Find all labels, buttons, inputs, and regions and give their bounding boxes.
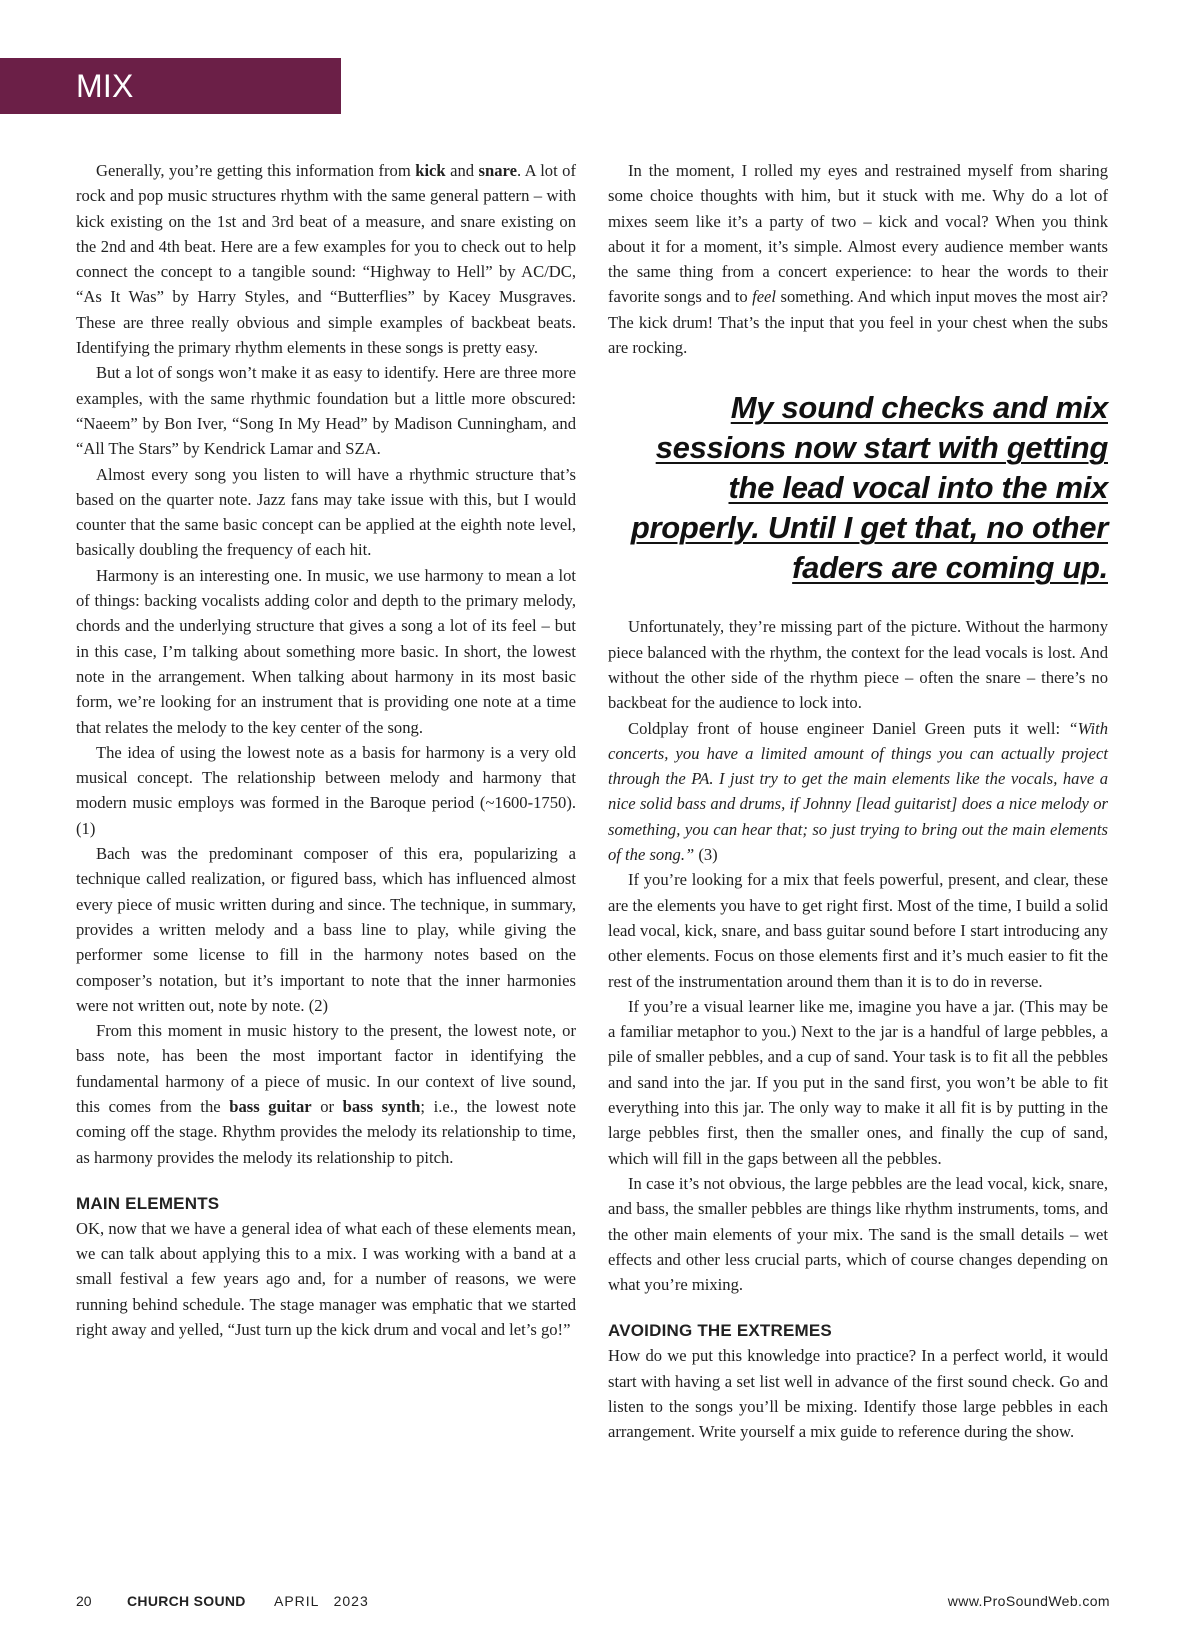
paragraph: In case it’s not obvious, the large pebbles are the lead vocal, kick, snare, and bass, the smaller pebbles are things like rhythm instruments, toms, and the other main elements of your mix. The sand is the small details – wet effects and other less crucial parts, which of course changes depending on what you’re mixing. [608,1173,1108,1295]
paragraph: OK, now that we have a general idea of what each of these elements mean, we can talk about applying this to a mix. I was working with a band at a small festival a few years ago and, for a number of reasons, we were running behind schedule. The stage manager was emphatic that we started right away and yelled, “Just turn up the kick drum and vocal and let’s go!” [76,1218,576,1340]
left-column [76,158,576,1342]
paragraph: Harmony is an interesting one. In music, we use harmony to mean a lot of things: backing vocalists adding color and depth to the primary melody, chords and the underlying structure that gives a song a lot of its feel – but in this case, I’m talking about something more basic. In short, the lowest note in the arrangement. When talking about harmony in its most basic form, we’re looking for an instrument that is providing one note at a time that relates the melody to the key center of the song. [76,565,576,737]
paragraph: If you’re looking for a mix that feels powerful, present, and clear, these are the elements you have to get right first. Most of the time, I build a solid lead vocal, kick, snare, and bass guitar sound before I start introducing any other elements. Focus on those elements first and it’s much easier to fit the rest of the instrumentation around them than it is to do in reverse. [608,870,1108,991]
paragraph: But a lot of songs won’t make it as easy to identify. Here are three more examples, with the same rhythmic foundation but a little more obscured: “Naeem” by Bon Iver, “Song In My Head” by Madison Cunningham, and “All The Stars” by Kendrick Lamar and SZA. [76,363,576,459]
paragraph: Almost every song you listen to will have a rhythmic structure that’s based on the quarter note. Jazz fans may take issue with this, but I would counter that the same basic concept can be applied at the eighth note level, basically doubling the frequency of each hit. [76,464,576,560]
pull-quote: My sound checks and mix sessions now start with getting the lead vocal into the mix properly. Until I get that, no other faders are coming up. [630,390,1108,586]
subheading-avoiding-extremes: AVOIDING THE EXTREMES [608,1321,832,1341]
paragraph: How do we put this knowledge into practice? In a perfect world, it would start with having a set list well in advance of the first sound check. Go and listen to the songs you’ll be mixing. Identify those large pebbles in each arrangement. Write yourself a mix guide to reference during the show. [608,1346,1108,1442]
paragraph: Coldplay front of house engineer Daniel Green puts it well: “With concerts, you have a limited amount of things you can actually project through the PA. I just try to get the main elements like the vocals, have a nice solid bass and drums, if Johnny [lead guitarist] does a nice melody or something, you can hear that; so just trying to bring out the main elements of the song.” (3) [608,718,1108,865]
paragraph: If you’re a visual learner like me, imagine you have a jar. (This may be a familiar metaphor to you.) Next to the jar is a handful of large pebbles, a pile of smaller pebbles, and a cup of sand. Your task is to fit all the pebbles and sand into the jar. If you put in the sand first, you won’t be able to fit everything into this jar. The only way to make it all fit is by putting in the large pebbles first, then the smaller ones, and finally the cup of sand, which will fill in the gaps between all the pebbles. [608,996,1108,1168]
issue-date: APRIL 2023 [274,1593,369,1609]
subheading-main-elements: MAIN ELEMENTS [76,1193,220,1213]
section-banner: MIX ESSENTIALS [0,58,341,114]
paragraph: From this moment in music history to the present, the lowest note, or bass note, has been the most important factor in identifying the fundamental harmony of a piece of music. In our context of live sound, this comes from the bass guitar or bass synth; i.e., the lowest note coming off the stage. Rhythm provides the melody its relationship to time, as harmony provides the melody its relationship to pitch. [76,1021,576,1167]
paragraph: Unfortunately, they’re missing part of the picture. Without the harmony piece balanced with the rhythm, the context for the lead vocals is lost. And without the other side of the rhythm piece – often the snare – there’s no backbeat for the audience to lock into. [608,617,1108,713]
right-column [608,158,1108,1445]
page-number: 20 [76,1593,92,1609]
paragraph: In the moment, I rolled my eyes and restrained myself from sharing some choice thoughts with him, but it stuck with me. Why do a lot of mixes seem like it’s a party of two – kick and vocal? When you think about it for a moment, it’s simple. Almost every audience member wants the same thing from a concert experience: to hear the words to their favorite songs and to feel something. And which input moves the most air? The kick drum! That’s the input that you feel in your chest when the subs are rocking. [608,161,1108,358]
website-link[interactable]: www.ProSoundWeb.com [947,1593,1110,1609]
magazine-name: CHURCH SOUND [127,1593,246,1609]
paragraph: The idea of using the lowest note as a basis for harmony is a very old musical concept. The relationship between melody and harmony that modern music employs was formed in the Baroque period (~1600-1750). (1) [76,742,576,838]
paragraph: Generally, you’re getting this information from kick and snare. A lot of rock and pop music structures rhythm with the same general pattern – with kick existing on the 1st and 3rd beat of a measure, and snare existing on the 2nd and 4th beat. Here are a few examples for you to check out to help connect the concept to a tangible sound: “Highway to Hell” by AC/DC, “As It Was” by Harry Styles, and “Butterflies” by Kacey Musgraves. These are three really obvious and simple examples of backbeat beats. Identifying the primary rhythm elements in these songs is pretty easy. [76,161,576,358]
page-footer [76,1593,1110,1613]
paragraph: Bach was the predominant composer of this era, popularizing a technique called realization, or figured bass, which has influenced almost every piece of music written during and since. The technique, in summary, provides a written melody and a bass line to play, while giving the performer some license to fill in the harmony notes based on the composer’s notation, but it’s important to note that the inner harmonies were not written out, note by note. (2) [76,844,576,1015]
